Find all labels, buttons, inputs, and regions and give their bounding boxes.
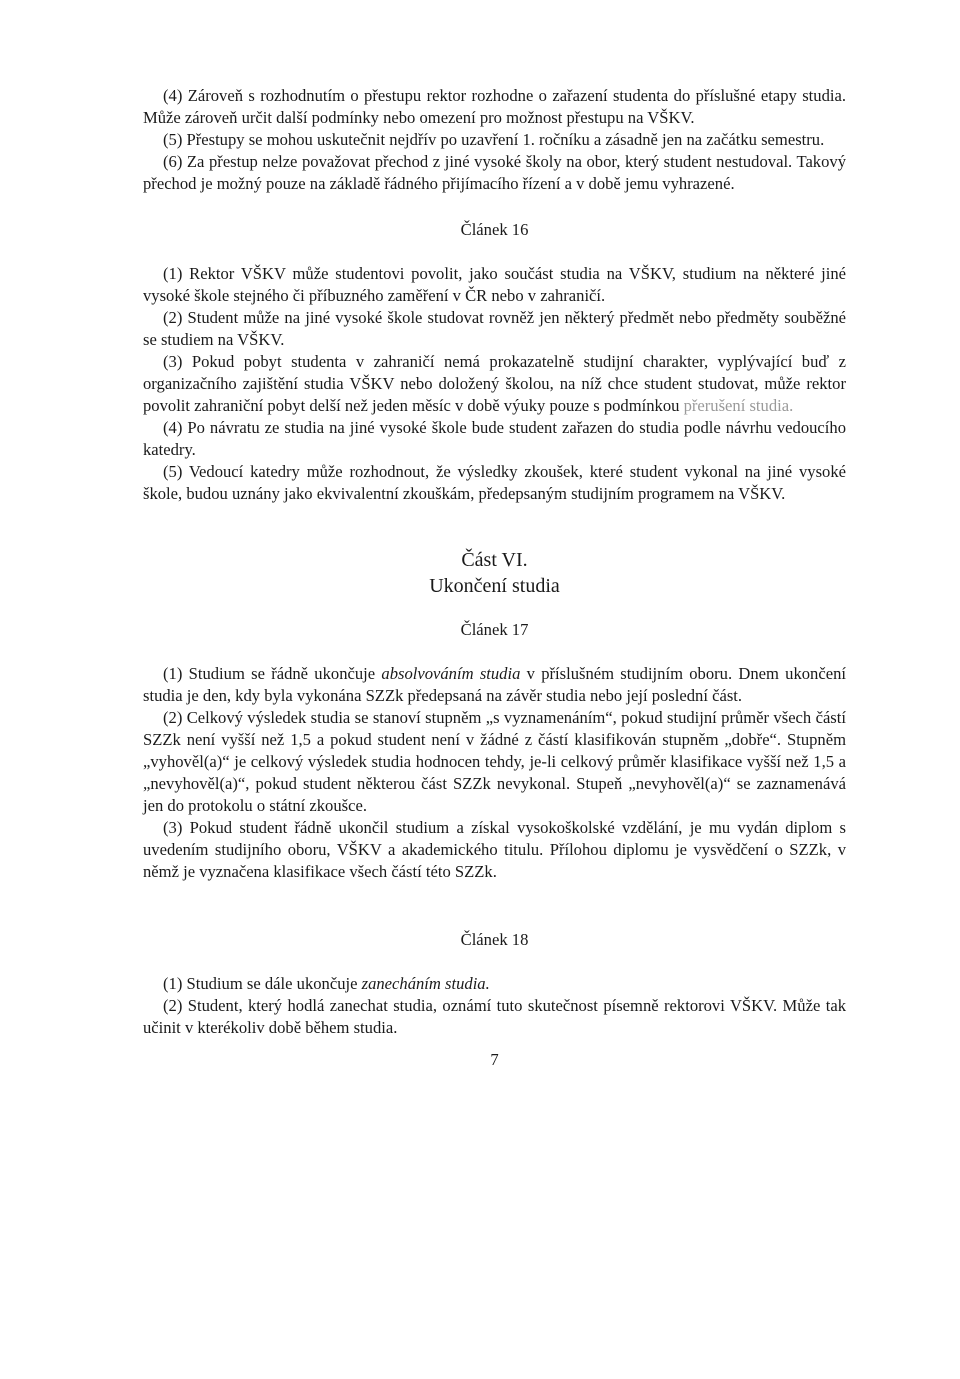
article-18-paragraph-1-emphasis: zanecháním studia. [361,974,490,993]
article-16-paragraph-4: (4) Po návratu ze studia na jiné vysoké škole bude student zařazen do studia podle návrhu vedoucího katedry. [143,418,846,459]
article-16-heading: Článek 16 [460,220,529,239]
paragraph-transfer-5: (5) Přestupy se mohou uskutečnit nejdřív po uzavření 1. ročníku a zásadně jen na začátku semestru. [163,130,825,149]
part-6-subtitle: Ukončení studia [429,575,560,597]
paragraph-transfer-6: (6) Za přestup nelze považovat přechod z jiné vysoké školy na obor, který student nestudoval. Takový přechod je možný pouze na základě řádného přijímacího řízení a v době jemu vyhrazené. [143,152,846,193]
article-17-paragraph-3: (3) Pokud student řádně ukončil studium a získal vysokoškolské vzdělání, je mu vydán diplom s uvedením studijního oboru, VŠKV a akademického titulu. Přílohou diplomu je vysvědčení o SZZk, v němž je vyznačena klasifikace všech částí této SZZk. [143,818,846,881]
article-18-paragraph-1-start: (1) Studium se dále ukončuje [163,974,362,993]
article-17-paragraph-1-emphasis: absolvováním studia [381,664,521,683]
article-17-paragraph-2: (2) Celkový výsledek studia se stanoví stupněm „s vyznamenáním“, pokud studijní průměr všech částí SZZk není vyšší než 1,5 a pokud student není v žádné z částí klasifikován stupněm „dobře“. Stupněm „vyhověl(a)“ je celkový výsledek studia hodnocen tehdy, je-li celkový průměr klasifikace vyšší než 1,5 a „nevyhověl(a)“, pokud student některou část SZZk nevykonal. Stupeň „nevyhověl(a)“ se zaznamenává jen do protokolu o státní zkoušce. [143,708,846,815]
article-16-paragraph-3-text: (3) Pokud pobyt studenta v zahraničí nemá prokazatelně studijní charakter, vyplývající buď z organizačního zajištění studia VŠKV nebo doložený školou, na níž chce student studovat, může rektor povolit zahraniční pobyt delší než jeden měsíc v době výuky pouze s podmínkou [143,352,846,415]
article-16-paragraph-1: (1) Rektor VŠKV může studentovi povolit, jako součást studia na VŠKV, studium na některé jiné vysoké škole stejného či příbuzného zaměření v ČR nebo v zahraničí. [143,264,846,305]
article-16-paragraph-3 [143,351,846,417]
article-17-paragraph-1-end: v příslušném studijním oboru. Dnem ukončení studia je den, kdy byla vykonána SZZk předepsaná na závěr studia nebo její poslední část. [143,664,846,705]
article-18-heading: Článek 18 [460,930,529,949]
article-18-paragraph-1 [143,973,846,995]
paragraph-transfer-4: (4) Zároveň s rozhodnutím o přestupu rektor rozhodne o zařazení studenta do příslušné etapy studia. Může zároveň určit další podmínky nebo omezení pro možnost přestupu na VŠKV. [143,86,846,127]
article-18-paragraph-2: (2) Student, který hodlá zanechat studia, oznámí tuto skutečnost písemně rektorovi VŠKV. Může tak učinit v kterékoliv době během studia. [143,996,846,1037]
part-6-title: Část VI. [461,549,528,571]
article-16-paragraph-5: (5) Vedoucí katedry může rozhodnout, že výsledky zkoušek, které student vykonal na jiné vysoké škole, budou uznány jako ekvivalentní zkouškám, předepsaným studijním programem na VŠKV. [143,462,846,503]
article-17-paragraph-1-start: (1) Studium se řádně ukončuje [163,664,382,683]
article-17-paragraph-1 [143,663,846,707]
article-16-paragraph-2: (2) Student může na jiné vysoké škole studovat rovněž jen některý předmět nebo předměty souběžné se studiem na VŠKV. [143,308,846,349]
article-16-paragraph-3-faded: přerušení studia. [683,396,794,415]
page-number: 7 [490,1050,499,1069]
article-17-heading: Článek 17 [460,620,529,639]
